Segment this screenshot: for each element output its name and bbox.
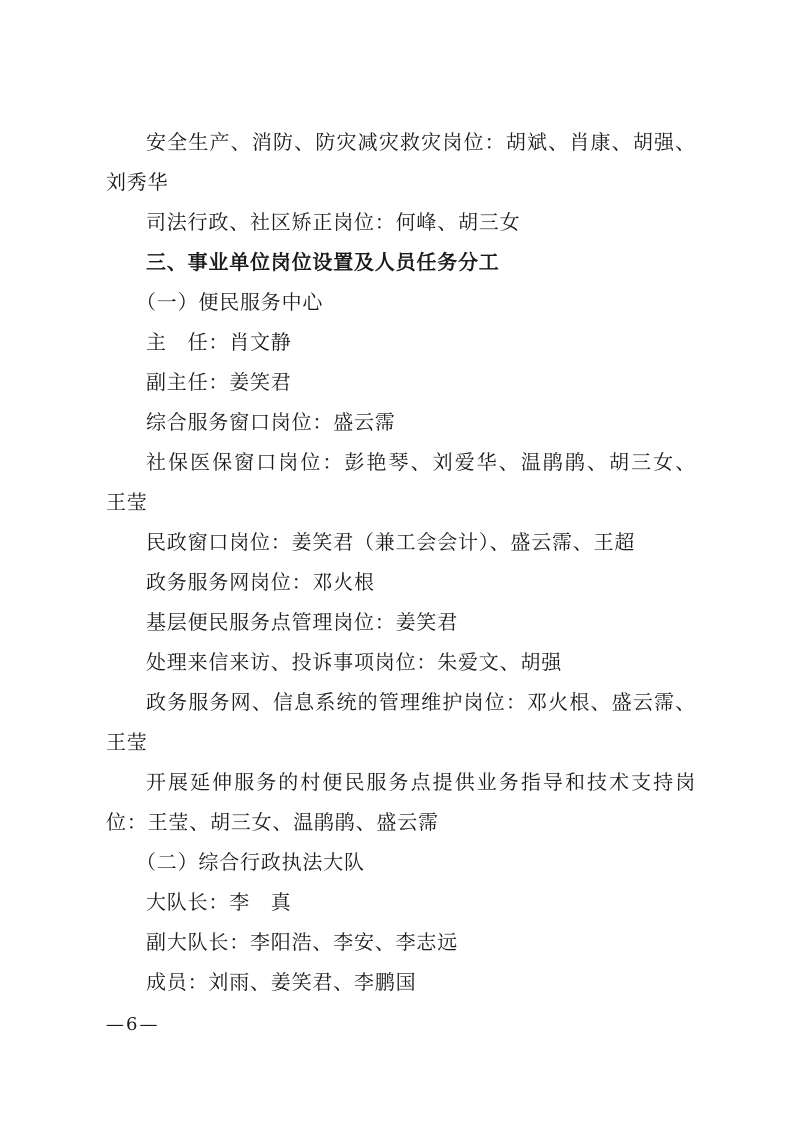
text-line: 成员：刘雨、姜笑君、李鹏国 bbox=[146, 970, 417, 994]
subsection-heading: （二）综合行政执法大队 bbox=[136, 850, 365, 874]
text-line: 大队长：李 真 bbox=[146, 890, 292, 914]
text-line: 社保医保窗口岗位：彭艳琴、刘爱华、温鹃鹃、胡三女、 bbox=[146, 450, 696, 474]
subsection-heading: （一）便民服务中心 bbox=[136, 290, 324, 314]
text-line: 王莹 bbox=[106, 730, 148, 754]
text-line: 刘秀华 bbox=[106, 170, 169, 194]
text-line: 主 任：肖文静 bbox=[146, 330, 292, 354]
text-line: 司法行政、社区矫正岗位：何峰、胡三女 bbox=[146, 210, 521, 234]
text-line: 政务服务网岗位：邓火根 bbox=[146, 570, 375, 594]
text-line: 基层便民服务点管理岗位：姜笑君 bbox=[146, 610, 458, 634]
text-line: 综合服务窗口岗位：盛云霈 bbox=[146, 410, 396, 434]
section-heading: 三、事业单位岗位设置及人员任务分工 bbox=[146, 250, 500, 274]
text-line: 王莹 bbox=[106, 490, 148, 514]
text-line: 开展延伸服务的村便民服务点提供业务指导和技术支持岗 bbox=[146, 770, 696, 794]
text-line: 位：王莹、胡三女、温鹃鹃、盛云霈 bbox=[106, 810, 439, 834]
text-line: 民政窗口岗位：姜笑君（兼工会会计）、盛云霈、王超 bbox=[146, 530, 636, 554]
text-line: 安全生产、消防、防灾减灾救灾岗位：胡斌、肖康、胡强、 bbox=[146, 130, 696, 154]
text-line: 副大队长：李阳浩、李安、李志远 bbox=[146, 930, 458, 954]
text-line: 副主任：姜笑君 bbox=[146, 370, 292, 394]
text-line: 处理来信来访、投诉事项岗位：朱爱文、胡强 bbox=[146, 650, 562, 674]
text-line: 政务服务网、信息系统的管理维护岗位：邓火根、盛云霈、 bbox=[146, 690, 696, 714]
page-number: —6— bbox=[106, 1014, 160, 1035]
